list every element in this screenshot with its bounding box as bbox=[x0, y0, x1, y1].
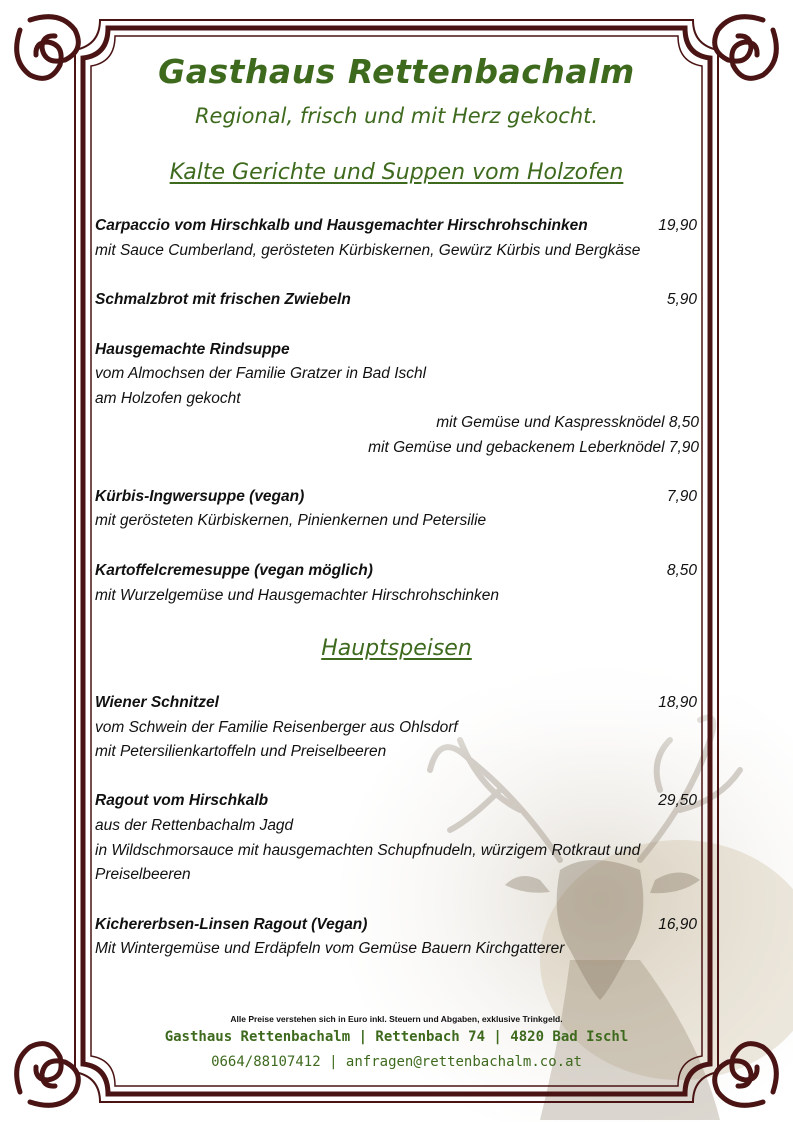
dish-price: 7,90 bbox=[666, 488, 697, 505]
dish-description: mit Wurzelgemüse und Hausgemachter Hirschrohschinken bbox=[95, 587, 500, 604]
dish-description: in Wildschmorsauce mit hausgemachten Schupfnudeln, würzigem Rotkraut und bbox=[95, 842, 641, 859]
dish-name: Kichererbsen-Linsen Ragout (Vegan) bbox=[95, 916, 368, 933]
footer-contact: 0664/88107412 | anfragen@rettenbachalm.co.at bbox=[211, 1054, 582, 1070]
dish-price: 19,90 bbox=[658, 217, 697, 234]
section-title-cold: Kalte Gerichte und Suppen vom Holzofen bbox=[169, 160, 624, 185]
restaurant-title: Gasthaus Rettenbachalm bbox=[158, 52, 635, 91]
dish-description: aus der Rettenbachalm Jagd bbox=[95, 817, 294, 834]
dish-option: mit Gemüse und Kaspressknödel 8,50 bbox=[436, 414, 699, 431]
dish-description: vom Almochsen der Familie Gratzer in Bad Ischl bbox=[95, 365, 427, 382]
dish-name: Carpaccio vom Hirschkalb und Hausgemachter Hirschrohschinken bbox=[95, 217, 588, 234]
dish-name: Kartoffelcremesuppe (vegan möglich) bbox=[95, 562, 373, 579]
dish-description: mit gerösteten Kürbiskernen, Pinienkernen und Petersilie bbox=[95, 512, 487, 529]
dish-name: Kürbis-Ingwersuppe (vegan) bbox=[95, 488, 305, 505]
dish-description: Preiselbeeren bbox=[95, 866, 191, 883]
dish-name: Ragout vom Hirschkalb bbox=[95, 792, 269, 809]
dish-price: 18,90 bbox=[658, 694, 697, 711]
dish-description: vom Schwein der Familie Reisenberger aus Ohlsdorf bbox=[95, 719, 458, 736]
dish-name: Wiener Schnitzel bbox=[95, 694, 219, 711]
dish-name: Hausgemachte Rindsuppe bbox=[95, 341, 290, 358]
dish-price: 5,90 bbox=[666, 291, 697, 308]
dish-option: mit Gemüse und gebackenem Leberknödel 7,90 bbox=[368, 439, 699, 456]
footer-address: Gasthaus Rettenbachalm | Rettenbach 74 | 4820 Bad Ischl bbox=[164, 1029, 629, 1045]
dish-description: Mit Wintergemüse und Erdäpfeln vom Gemüse Bauern Kirchgatterer bbox=[95, 940, 565, 957]
dish-description: mit Petersilienkartoffeln und Preiselbeeren bbox=[95, 743, 387, 760]
dish-price: 8,50 bbox=[666, 562, 697, 579]
price-note: Alle Preise verstehen sich in Euro inkl. Steuern und Abgaben, exklusive Trinkgeld. bbox=[230, 1014, 563, 1024]
section-title-main: Hauptspeisen bbox=[321, 636, 472, 661]
dish-description: mit Sauce Cumberland, gerösteten Kürbiskernen, Gewürz Kürbis und Bergkäse bbox=[95, 242, 641, 259]
restaurant-subtitle: Regional, frisch und mit Herz gekocht. bbox=[194, 104, 599, 128]
dish-description: am Holzofen gekocht bbox=[95, 390, 241, 407]
dish-price: 29,50 bbox=[658, 792, 697, 809]
dish-price: 16,90 bbox=[658, 916, 697, 933]
dish-name: Schmalzbrot mit frischen Zwiebeln bbox=[95, 291, 351, 308]
